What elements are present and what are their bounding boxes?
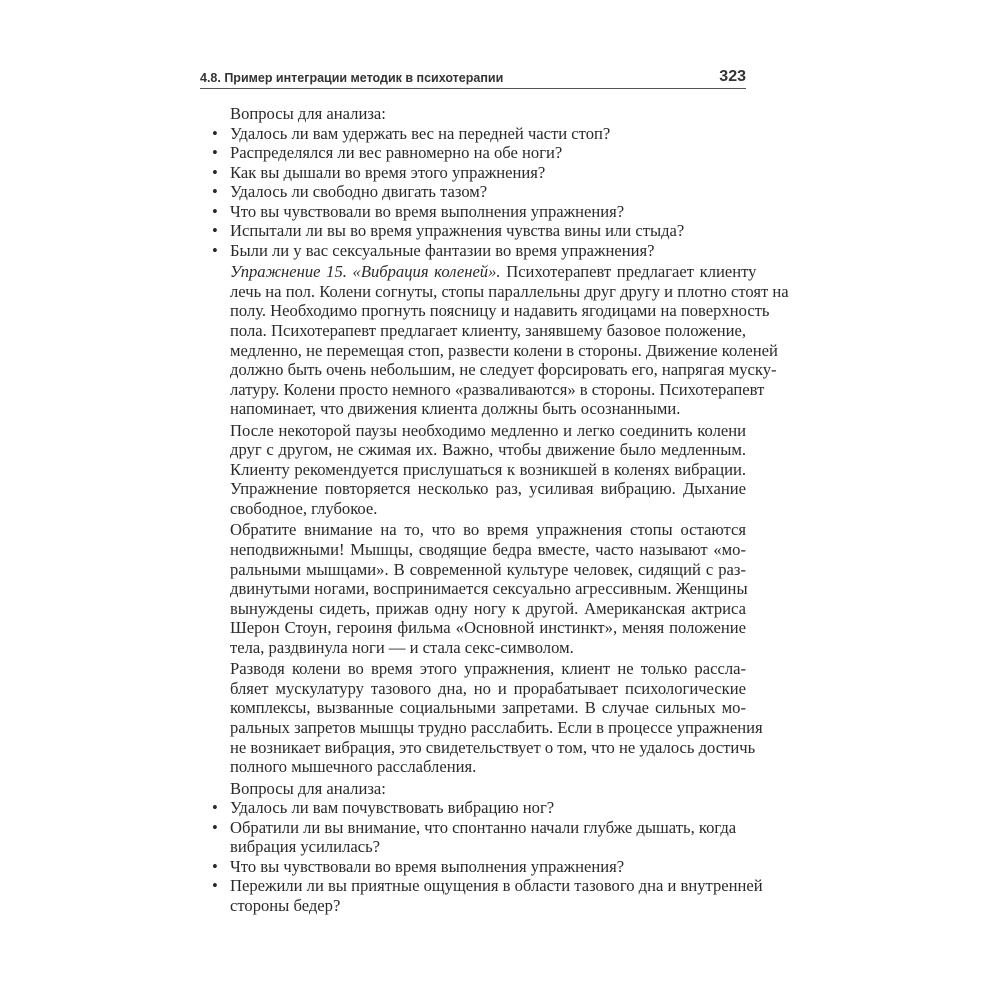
text-line: полного мышечного расслабления. [230, 757, 477, 777]
text-line: двинутыми ногами, воспринимается сексуально агрессивным. Женщины [230, 579, 748, 599]
text-line: • Распределялся ли вес равномерно на обе ноги? [230, 143, 746, 163]
text-line: полу. Необходимо прогнуть поясницу и надавить ягодицами на поверхность [230, 301, 770, 321]
text-line: тела, раздвинула ноги — и стала секс-символом. [230, 637, 574, 657]
text-line: Упражнение повторяется несколько раз, усиливая вибрацию. Дыхание [230, 479, 746, 499]
paragraph [230, 659, 763, 777]
text-line: • Как вы дышали во время этого упражнения? [230, 163, 746, 183]
bullet-item [230, 124, 746, 144]
text-line: Обратите внимание на то, что во время упражнения стопы остаются [230, 520, 746, 540]
text-line: После некоторой паузы необходимо медленно и легко соединить колени [230, 420, 746, 440]
text-line: неподвижными! Мышцы, сводящие бедра вместе, часто называют «мо- [230, 540, 746, 560]
running-header [200, 66, 746, 89]
bullet-item [230, 143, 746, 163]
text-line: комплексы, вызванные социальными запретами. В случае сильных мо- [230, 698, 746, 718]
text-line: • Что вы чувствовали во время выполнения упражнения? [230, 202, 746, 222]
text-line: лечь на пол. Колени согнуты, стопы параллельны друг другу и плотно стоят на [230, 281, 789, 301]
paragraph [230, 520, 746, 657]
text-line: • Пережили ли вы приятные ощущения в области тазового дна и внутренней [230, 876, 746, 896]
text-line: стороны бедер? [230, 895, 341, 915]
bullet-item [230, 182, 746, 202]
text-line: друг с другом, не сжимая их. Важно, чтобы движение было медленным. [230, 440, 746, 460]
exercise-title: Упражнение 15. «Вибрация коленей». [230, 262, 501, 282]
text-line: Клиенту рекомендуется прислушаться к возникшей в коленях вибрации. [230, 459, 746, 479]
text-line: напоминает, что движения клиента должны быть осознанными. [230, 399, 681, 419]
text-line: • Были ли у вас сексуальные фантазии во время упражнения? [230, 241, 746, 261]
bullet-item [230, 221, 746, 241]
text-line: • Удалось ли вам удержать вес на передней части стоп? [230, 124, 746, 144]
paragraph [230, 421, 746, 519]
text-line: медленно, не перемещая стоп, развести колени в стороны. Движение коленей [230, 340, 778, 360]
text-line: бляет мускулатуру тазового дна, но и прорабатывает психологические [230, 678, 746, 698]
bullet-item [230, 798, 746, 818]
text-line: • Удалось ли свободно двигать тазом? [230, 182, 746, 202]
text-line: вынуждены сидеть, прижав одну ногу к другой. Американская актриса [230, 598, 746, 618]
paragraph [230, 779, 746, 799]
text-line: не возникает вибрация, это свидетельствует о том, что не удалось достичь [230, 737, 756, 757]
text-line: Вопросы для анализа: [230, 778, 386, 798]
text-line: Шерон Стоун, героиня фильма «Основной инстинкт», меняя положение [230, 618, 746, 638]
text-line: • Испытали ли вы во время упражнения чувства вины или стыда? [230, 221, 746, 241]
text-line: Разводя колени во время этого упражнения, клиент не только рассла- [230, 659, 746, 679]
bullet-item [230, 876, 763, 915]
text-line: ральных запретов мышцы трудно расслабить. Если в процессе упражнения [230, 717, 763, 737]
text-line: латуру. Колени просто немного «разваливаются» в стороны. Психотерапевт [230, 379, 765, 399]
text-line: • Удалось ли вам почувствовать вибрацию ног? [230, 798, 746, 818]
text-line: вибрация усилилась? [230, 837, 381, 857]
bullet-item [230, 818, 746, 857]
page-number: 323 [719, 68, 746, 85]
running-title: 4.8. Пример интеграции методик в психотерапии [200, 71, 504, 85]
text-line: свободное, глубокое. [230, 498, 378, 518]
bullet-item [230, 202, 746, 222]
text-line [230, 262, 757, 282]
page-body [230, 104, 789, 915]
paragraph [230, 262, 789, 419]
text-line: пола. Психотерапевт предлагает клиенту, занявшему базовое положение, [230, 321, 746, 341]
paragraph [230, 104, 746, 124]
text-line: • Обратили ли вы внимание, что спонтанно начали глубже дышать, когда [230, 818, 746, 838]
text-line: Вопросы для анализа: [230, 104, 386, 123]
text-run: Психотерапевт предлагает клиенту [500, 262, 757, 282]
text-line: ральными мышцами». В современной культуре человек, сидящий с раз- [230, 559, 746, 579]
bullet-item [230, 241, 746, 261]
text-line: должно быть очень небольшим, не следует форсировать его, напрягая муску- [230, 360, 777, 380]
bullet-item [230, 857, 746, 877]
text-line: • Что вы чувствовали во время выполнения упражнения? [230, 857, 746, 877]
bullet-item [230, 163, 746, 183]
